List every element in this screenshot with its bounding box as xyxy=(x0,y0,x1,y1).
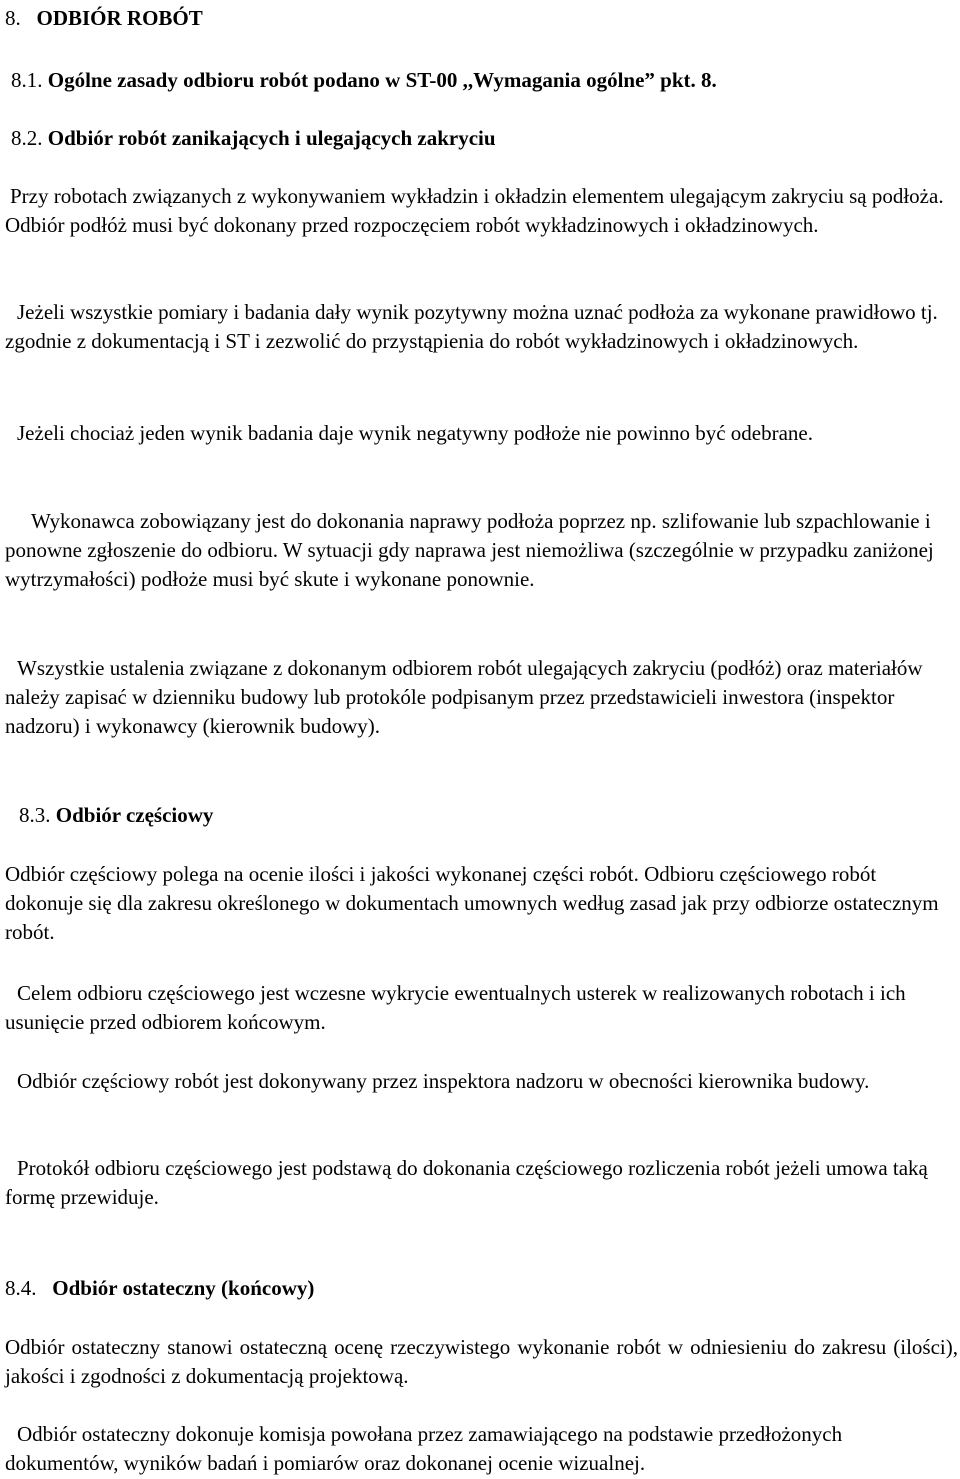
section-8-2-title: Odbiór robót zanikających i ulegających zakryciu xyxy=(47,126,496,150)
section-8-3-paragraph-2: Celem odbioru częściowego jest wczesne wykrycie ewentualnych usterek w realizowanych robotach i ich usunięcie przed odbiorem końcowym. xyxy=(5,981,906,1034)
section-8-2-paragraph-4: Wykonawca zobowiązany jest do dokonania naprawy podłoża poprzez np. szlifowanie lub szpachlowanie i ponowne zgłoszenie do odbioru. W sytuacji gdy naprawa jest niemożliwa (szczególnie w przypadku zaniżonej wytrzymałości) podłoże musi być skute i wykonane ponownie. xyxy=(5,509,934,591)
section-8-1-number: 8.1. xyxy=(11,68,43,92)
section-8-3-paragraph-3: Odbiór częściowy robót jest dokonywany przez inspektora nadzoru w obecności kierownika budowy. xyxy=(17,1069,870,1093)
section-8-3-paragraph-4: Protokół odbioru częściowego jest podstawą do dokonania częściowego rozliczenia robót jeżeli umowa taką formę przewiduje. xyxy=(5,1156,928,1209)
section-8-4-title: Odbiór ostateczny (końcowy) xyxy=(52,1276,315,1300)
section-8-title: ODBIÓR ROBÓT xyxy=(36,6,203,30)
section-8-2-heading xyxy=(11,124,958,153)
section-8-3-title: Odbiór częściowy xyxy=(55,803,214,827)
section-8-4-heading xyxy=(5,1274,958,1303)
section-8-2-paragraph-3: Jeżeli chociaż jeden wynik badania daje wynik negatywny podłoże nie powinno być odebrane. xyxy=(17,421,813,445)
section-8-3-number: 8.3. xyxy=(19,803,51,827)
section-8-4-paragraph-2: Odbiór ostateczny dokonuje komisja powołana przez zamawiającego na podstawie przedłożonych dokumentów, wyników badań i pomiarów oraz dokonanej ocenie wizualnej. xyxy=(5,1422,843,1475)
section-8-2-paragraph-5: Wszystkie ustalenia związane z dokonanym odbiorem robót ulegających zakryciu (podłóż) oraz materiałów należy zapisać w dzienniku budowy lub protokóle podpisanym przez przedstawicieli inwestora (inspektor nadzoru) i wykonawcy (kierownik budowy). xyxy=(5,656,923,738)
section-8-4-paragraph-1: Odbiór ostateczny stanowi ostateczną ocenę rzeczywistego wykonanie robót w odniesieniu do zakresu (ilości), jakości i zgodności z dokumentacją projektową. xyxy=(5,1335,958,1388)
section-8-3-paragraph-1: Odbiór częściowy polega na ocenie ilości i jakości wykonanej części robót. Odbioru częściowego robót dokonuje się dla zakresu określonego w dokumentach umownych według zasad jak przy odbiorze ostatecznym robót. xyxy=(5,862,939,944)
section-8-2-paragraph-2: Jeżeli wszystkie pomiary i badania dały wynik pozytywny można uznać podłoża za wykonane prawidłowo tj. zgodnie z dokumentacją i ST i zezwolić do przystąpienia do robót wykładzinowych i okładzinowych. xyxy=(5,300,938,353)
section-8-2-number: 8.2. xyxy=(11,126,43,150)
section-8-heading xyxy=(5,4,958,33)
section-8-4-number: 8.4. xyxy=(5,1276,37,1300)
section-8-number: 8. xyxy=(5,6,21,30)
section-8-3-heading xyxy=(19,801,958,830)
section-8-1-heading xyxy=(11,66,958,95)
section-8-2-paragraph-1: Przy robotach związanych z wykonywaniem wykładzin i okładzin elementem ulegającym zakryciu są podłoża. Odbiór podłóż musi być dokonany przed rozpoczęciem robót wykładzinowych i okładzinowych. xyxy=(5,184,944,237)
section-8-1-title: Ogólne zasady odbioru robót podano w ST-00 ,,Wymagania ogólne” pkt. 8. xyxy=(47,68,717,92)
